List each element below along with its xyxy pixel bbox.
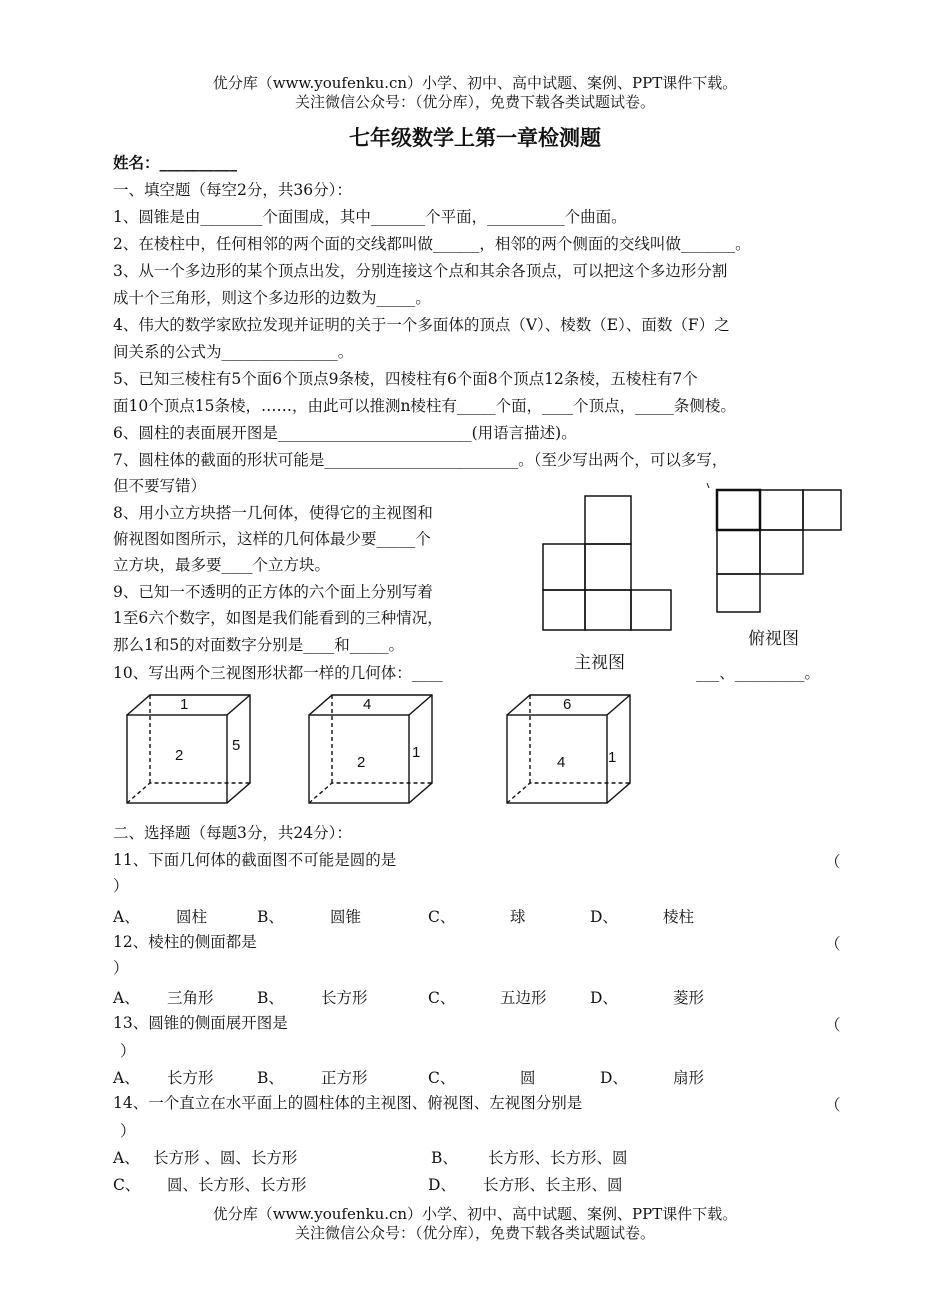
footer-line-2: 关注微信公众号：（优分库），免费下载各类试题试卷。: [294, 1224, 655, 1242]
question-line: 那么1和5的对面数字分别是____和_____。: [113, 636, 404, 654]
option-label: A、: [113, 1069, 140, 1087]
question-line: 立方块，最多要____个立方块。: [113, 556, 331, 574]
option-text: 扇形: [673, 1069, 705, 1087]
cube-views-figure: [120, 692, 650, 810]
header-line-1: 优分库（www.youfenku.cn）小学、初中、高中试题、案例、PPT课件下载。: [212, 74, 738, 92]
question-line: 4、伟大的数学家欧拉发现并证明的关于一个多面体的顶点（V）、棱数（E）、面数（F）之: [113, 316, 730, 334]
cube-3-side-number: 1: [608, 749, 617, 766]
front-view-figure: [538, 493, 678, 673]
question-13-paren-open: （: [825, 1016, 841, 1034]
question-11-paren-close: ）: [113, 877, 129, 895]
option-text: 圆锥: [330, 908, 362, 926]
option-label: C、: [428, 1069, 456, 1087]
option-label: C、: [428, 908, 456, 926]
option-text: 长方形、长主形、圆: [483, 1176, 623, 1194]
question-line: 1、圆锥是由________个面围成，其中_______个平面，__________个曲面。: [113, 208, 627, 226]
option-text: 圆: [520, 1069, 536, 1087]
question-line: 但不要写错）: [113, 477, 207, 495]
option-text: 长方形: [167, 1069, 214, 1087]
option-label: D、: [428, 1176, 456, 1194]
question-line: 面10个顶点15条棱，……，由此可以推测n棱柱有_____个面，____个顶点，_____条侧棱。: [113, 397, 736, 415]
question-11-paren-open: （: [825, 853, 841, 871]
section-2-heading: 二、选择题（每题3分，共24分）：: [113, 824, 352, 842]
question-13-paren-close: ）: [120, 1042, 136, 1060]
option-label: C、: [428, 989, 456, 1007]
cube-3-front-number: 4: [557, 754, 566, 771]
option-text: 球: [510, 908, 526, 926]
footer-line-1: 优分库（www.youfenku.cn）小学、初中、高中试题、案例、PPT课件下载。: [212, 1205, 738, 1223]
question-10-tail: ___、_________。: [696, 664, 821, 682]
option-text: 圆、长方形、长方形: [167, 1176, 307, 1194]
option-label: D、: [590, 989, 618, 1007]
cube-1-top-number: 1: [180, 696, 189, 713]
option-text: 五边形: [500, 989, 547, 1007]
cube-3-top-number: 6: [563, 696, 572, 713]
option-text: 正方形: [321, 1069, 368, 1087]
name-field-label: 姓名：__________: [113, 154, 238, 172]
question-line: 俯视图如图所示，这样的几何体最少要_____个: [113, 530, 431, 548]
front-view-label: 主视图: [574, 653, 625, 672]
option-text: 圆柱: [176, 908, 208, 926]
question-line: 间关系的公式为_______________。: [113, 343, 354, 361]
question-14-paren-close: ）: [120, 1122, 136, 1140]
cube-1-side-number: 5: [232, 737, 241, 754]
option-label: B、: [257, 1069, 284, 1087]
question-12-paren-close: ）: [113, 959, 129, 977]
cube-2-side-number: 1: [412, 744, 421, 761]
option-label: C、: [113, 1176, 141, 1194]
question-13-stem: 13、圆锥的侧面展开图是: [113, 1014, 288, 1032]
question-line: 1至6六个数字，如图是我们能看到的三种情况，: [113, 609, 443, 627]
top-view-figure: [703, 478, 848, 653]
question-line: 7、圆柱体的截面的形状可能是_________________________。（至少写出两个，可以多写，: [113, 451, 728, 469]
header-line-2: 关注微信公众号：（优分库），免费下载各类试题试卷。: [294, 93, 655, 111]
option-text: 菱形: [673, 989, 705, 1007]
option-label: B、: [257, 989, 284, 1007]
option-text: 长方形 、圆、长方形: [153, 1149, 298, 1167]
option-label: D、: [600, 1069, 628, 1087]
question-11-stem: 11、下面几何体的截面图不可能是圆的是: [113, 851, 397, 869]
question-line: 3、从一个多边形的某个顶点出发，分别连接这个点和其余各顶点，可以把这个多边形分割: [113, 262, 728, 280]
question-line: 10、写出两个三视图形状都一样的几何体：____: [113, 664, 443, 682]
question-14-paren-open: （: [825, 1096, 841, 1114]
section-1-heading: 一、填空题（每空2分，共36分）：: [113, 181, 352, 199]
page-title: 七年级数学上第一章检测题: [349, 126, 601, 150]
option-label: A、: [113, 1149, 140, 1167]
cube-2-top-number: 4: [363, 696, 372, 713]
option-text: 长方形、长方形、圆: [488, 1149, 628, 1167]
question-14-stem: 14、一个直立在水平面上的圆柱体的主视图、俯视图、左视图分别是: [113, 1094, 583, 1112]
option-label: B、: [257, 908, 284, 926]
option-label: A、: [113, 908, 140, 926]
question-12-paren-open: （: [825, 935, 841, 953]
question-line: 5、已知三棱柱有5个面6个顶点9条棱，四棱柱有6个面8个顶点12条棱，五棱柱有7个: [113, 370, 698, 388]
question-12-stem: 12、棱柱的侧面都是: [113, 933, 257, 951]
question-line: 8、用小立方块搭一几何体，使得它的主视图和: [113, 504, 433, 522]
cube-1-front-number: 2: [175, 747, 184, 764]
top-view-label: 俯视图: [748, 629, 799, 648]
cube-2-front-number: 2: [357, 754, 366, 771]
option-text: 长方形: [321, 989, 368, 1007]
question-line: 成十个三角形，则这个多边形的边数为_____。: [113, 289, 431, 307]
option-label: A、: [113, 989, 140, 1007]
question-line: 9、已知一不透明的正方体的六个面上分别写着: [113, 583, 433, 601]
option-label: B、: [431, 1149, 458, 1167]
option-label: D、: [590, 908, 618, 926]
option-text: 棱柱: [663, 908, 695, 926]
question-line: 2、在棱柱中，任何相邻的两个面的交线都叫做______，相邻的两个侧面的交线叫做_______。: [113, 235, 751, 253]
option-text: 三角形: [167, 989, 214, 1007]
question-line: 6、圆柱的表面展开图是_________________________(用语言描述)。: [113, 424, 577, 442]
